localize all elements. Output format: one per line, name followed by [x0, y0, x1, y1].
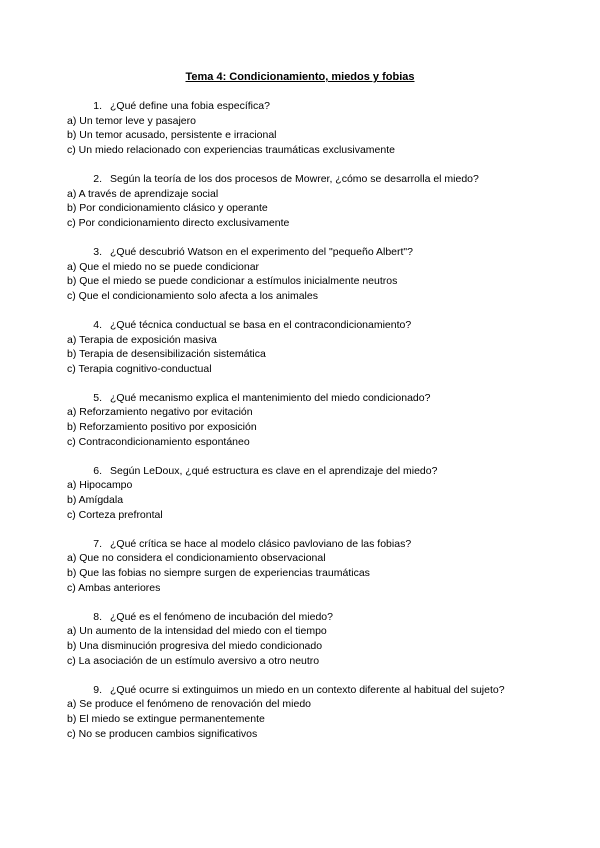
page-title: Tema 4: Condicionamiento, miedos y fobias [185, 71, 415, 83]
question-text: ¿Qué mecanismo explica el mantenimiento del miedo condicionado? [110, 391, 431, 404]
question-text: ¿Qué técnica conductual se basa en el contracondicionamiento? [110, 318, 412, 331]
answer-option: a) Hipocampo [67, 479, 133, 492]
question-number: 7. [93, 537, 102, 550]
answer-option: c) Contracondicionamiento espontáneo [67, 435, 250, 448]
question-block [67, 245, 572, 303]
question-number: 6. [93, 464, 102, 477]
answer-option: c) Corteza prefrontal [67, 508, 163, 521]
question-line [72, 391, 572, 406]
answer-option: a) A través de aprendizaje social [67, 187, 219, 200]
question-text: ¿Qué crítica se hace al modelo clásico pavloviano de las fobias? [110, 537, 412, 550]
answer-option: c) Que el condicionamiento solo afecta a los animales [67, 289, 318, 302]
answer-option: b) Terapia de desensibilización sistemática [67, 348, 266, 361]
answer-option: b) Amígdala [67, 494, 124, 507]
question-number: 3. [93, 245, 102, 258]
question-text: ¿Qué descubrió Watson en el experimento del "pequeño Albert"? [110, 245, 413, 258]
answer-option: b) Reforzamiento positivo por exposición [67, 421, 257, 434]
answer-option: a) Un aumento de la intensidad del miedo con el tiempo [67, 625, 327, 638]
answer-option: b) Una disminución progresiva del miedo condicionado [67, 639, 323, 652]
question-text: ¿Qué ocurre si extinguimos un miedo en un contexto diferente al habitual del sujeto? [110, 683, 505, 696]
question-number: 2. [93, 172, 102, 185]
question-block [67, 464, 572, 522]
answer-option: c) Un miedo relacionado con experiencias traumáticas exclusivamente [67, 143, 395, 156]
answer-option: a) Que el miedo no se puede condicionar [67, 260, 260, 273]
question-line [72, 99, 572, 114]
answer-option: b) El miedo se extingue permanentemente [67, 712, 265, 725]
question-line [72, 464, 572, 479]
answer-option: c) La asociación de un estímulo aversivo a otro neutro [67, 654, 320, 667]
question-text: ¿Qué define una fobia específica? [110, 100, 270, 112]
question-block [67, 99, 572, 157]
question-list [67, 99, 572, 756]
question-block [67, 391, 572, 449]
question-line [72, 318, 572, 333]
answer-option: b) Por condicionamiento clásico y operante [67, 202, 268, 215]
question-text: Según la teoría de los dos procesos de Mowrer, ¿cómo se desarrolla el miedo? [110, 172, 479, 185]
answer-option: a) Se produce el fenómeno de renovación del miedo [67, 698, 311, 711]
answer-option: a) Un temor leve y pasajero [67, 114, 196, 127]
question-block [67, 318, 572, 376]
question-text: Según LeDoux, ¿qué estructura es clave en el aprendizaje del miedo? [110, 464, 438, 477]
question-line [72, 172, 572, 187]
question-line [72, 610, 572, 625]
question-block [67, 683, 572, 741]
question-number: 5. [93, 391, 102, 404]
answer-option: b) Que las fobias no siempre surgen de experiencias traumáticas [67, 567, 370, 579]
question-number: 9. [93, 683, 102, 696]
question-block [67, 610, 572, 668]
question-line [72, 537, 572, 552]
question-block [67, 172, 572, 230]
question-line [72, 245, 572, 260]
answer-option: a) Reforzamiento negativo por evitación [67, 406, 253, 419]
answer-option: b) Un temor acusado, persistente e irracional [67, 129, 277, 142]
answer-option: c) Ambas anteriores [67, 581, 161, 594]
question-number: 4. [93, 318, 102, 331]
answer-option: b) Que el miedo se puede condicionar a estímulos inicialmente neutros [67, 275, 398, 288]
answer-option: c) Por condicionamiento directo exclusivamente [67, 216, 290, 229]
question-number: 1. [93, 100, 102, 112]
question-text: ¿Qué es el fenómeno de incubación del miedo? [110, 610, 333, 623]
question-line [72, 683, 572, 698]
answer-option: a) Que no considera el condicionamiento observacional [67, 552, 326, 565]
answer-option: c) No se producen cambios significativos [67, 727, 258, 740]
answer-option: a) Terapia de exposición masiva [67, 333, 217, 346]
question-number: 8. [93, 610, 102, 623]
question-block [67, 537, 572, 595]
answer-option: c) Terapia cognitivo-conductual [67, 362, 212, 375]
